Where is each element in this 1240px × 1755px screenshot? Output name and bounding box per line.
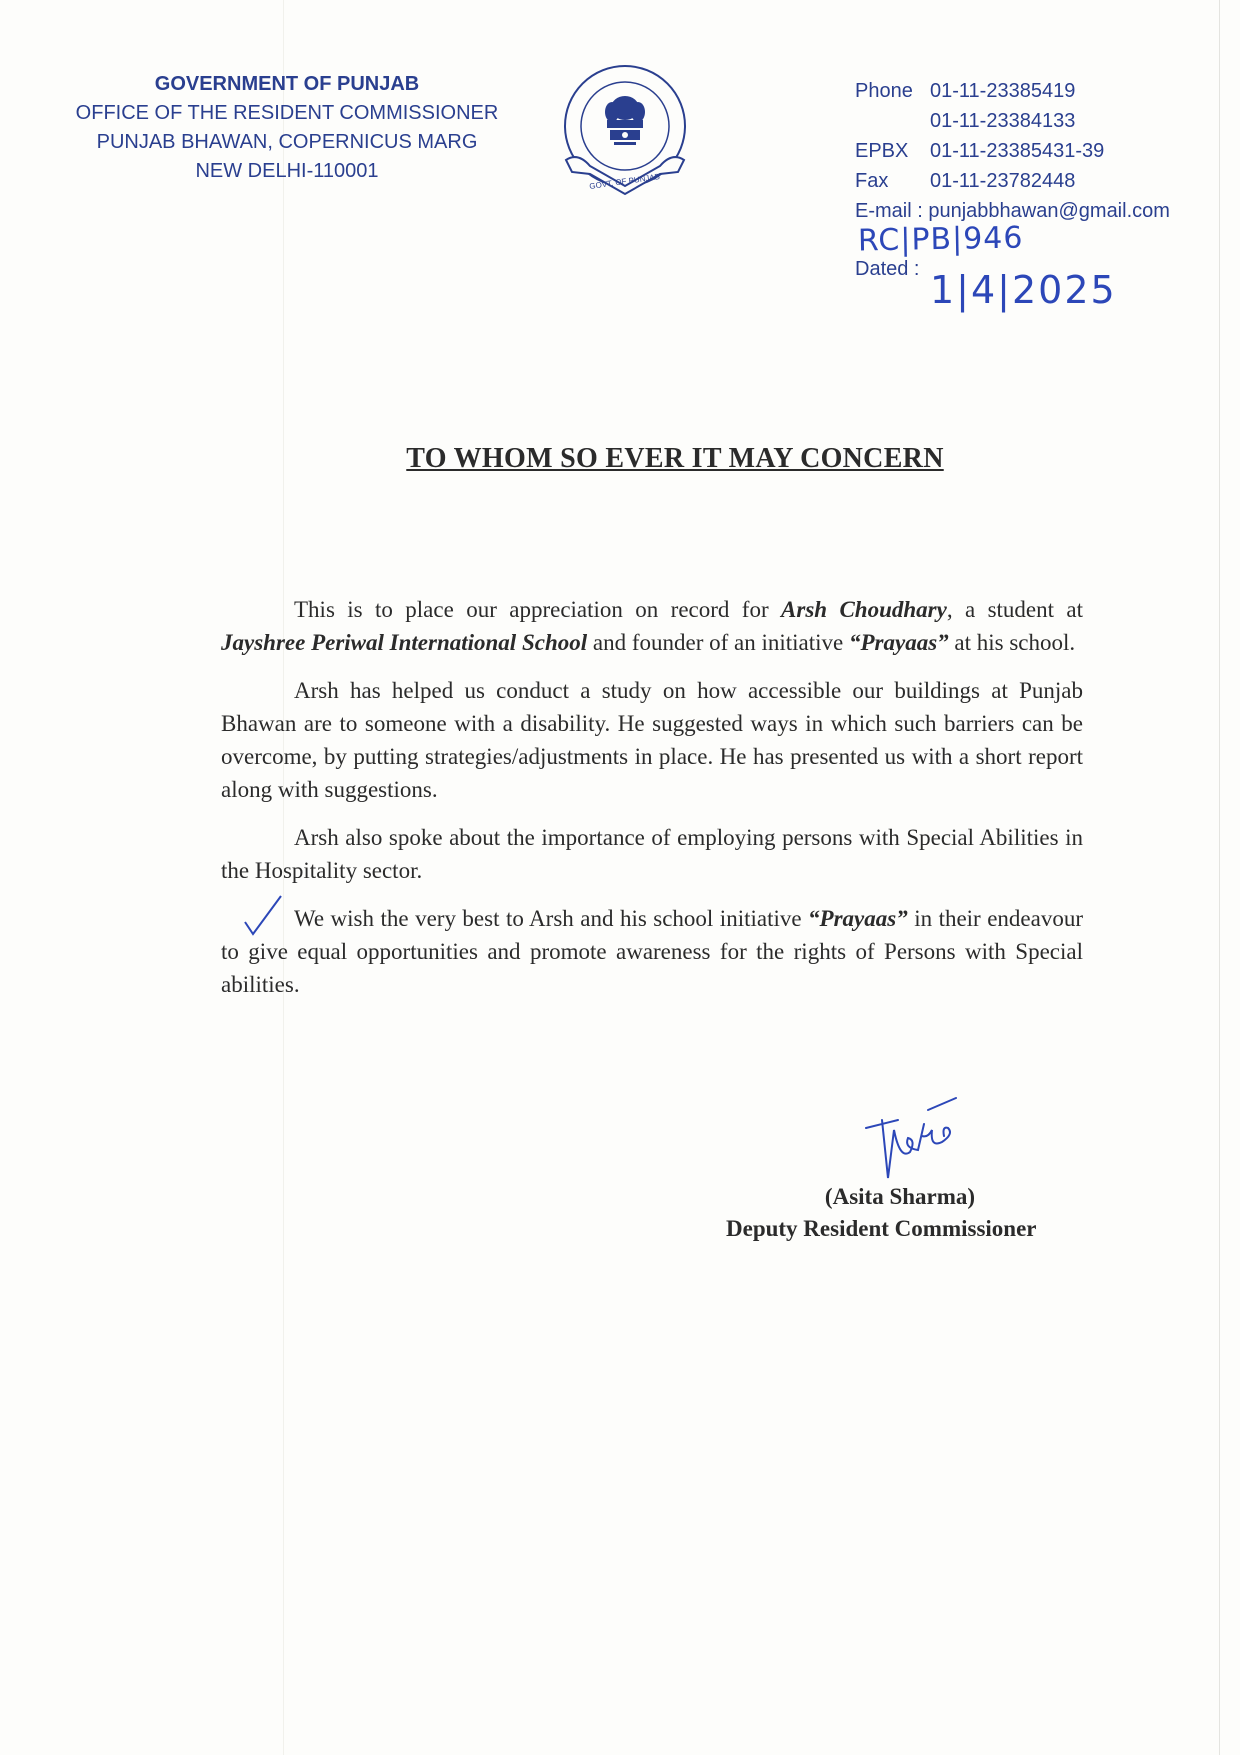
punjab-emblem-icon [560,60,690,210]
reference-number: RC|PB|946 [857,220,1024,259]
checkmark-icon [241,892,285,940]
signatory-name: (Asita Sharma) [824,1184,976,1209]
phone-row [855,76,1170,106]
phone-number-1: 01-11-23385419 [930,80,1076,102]
initiative-name: “Prayaas” [849,630,949,655]
initiative-name-2: “Prayaas” [808,906,908,931]
scan-edge [1219,0,1220,1755]
emblem-ribbon-label: GOVT. OF PUNJAB [588,172,661,191]
school-name: Jayshree Periwal International School [221,630,588,655]
letterhead-address [62,70,512,186]
contact-block [855,76,1170,226]
office-city: NEW DELHI-110001 [195,160,379,182]
p1-text-a: This is to place our appreciation on record for [294,597,782,622]
phone-row-2 [855,106,1170,136]
p1-text-b: , a student at [946,597,1084,622]
p1-text-c: and founder of an initiative [587,630,849,655]
letter-date: 1|4|2025 [930,268,1117,312]
phone-number-2: 01-11-23384133 [930,110,1076,132]
student-name: Arsh Choudhary [781,597,947,622]
epbx-row [855,136,1170,166]
paragraph-1 [221,593,1083,659]
fax-number: 01-11-23782448 [930,170,1076,192]
letter-body [221,593,1083,1016]
paragraph-3: Arsh also spoke about the importance of employing persons with Special Abilities in the Hospitality sector. [221,825,1083,883]
p4-text-b: in their endeavour to give equal opportunities and promote awareness for the rights of Persons with Special abilities. [221,906,1083,997]
paragraph-4 [221,902,1083,1001]
handwritten-signature-icon [858,1090,978,1190]
letter-heading: TO WHOM SO EVER IT MAY CONCERN [406,443,944,474]
phone-label: Phone [855,80,913,102]
p4-text-a: We wish the very best to Arsh and his school initiative [294,906,809,931]
office-name: OFFICE OF THE RESIDENT COMMISSIONER [75,102,499,124]
dated-label: Dated : [855,258,920,280]
govt-name: GOVERNMENT OF PUNJAB [154,73,420,95]
fax-label: Fax [855,170,889,192]
signatory-title: Deputy Resident Commissioner [726,1216,1037,1241]
office-address: PUNJAB BHAWAN, COPERNICUS MARG [96,131,478,153]
epbx-number: 01-11-23385431-39 [930,140,1105,162]
paragraph-2: Arsh has helped us conduct a study on how accessible our buildings at Punjab Bhawan are to someone with a disability. He suggested ways in which such barriers can be overcome, by putting strategies/adjustments in place. He has presented us with a short report along with suggestions. [221,678,1083,802]
epbx-label: EPBX [855,140,909,162]
email-label: E-mail : [855,200,923,222]
p1-text-d: at his school. [948,630,1076,655]
fax-row [855,166,1170,196]
email-address: punjabbhawan@gmail.com [928,200,1170,222]
